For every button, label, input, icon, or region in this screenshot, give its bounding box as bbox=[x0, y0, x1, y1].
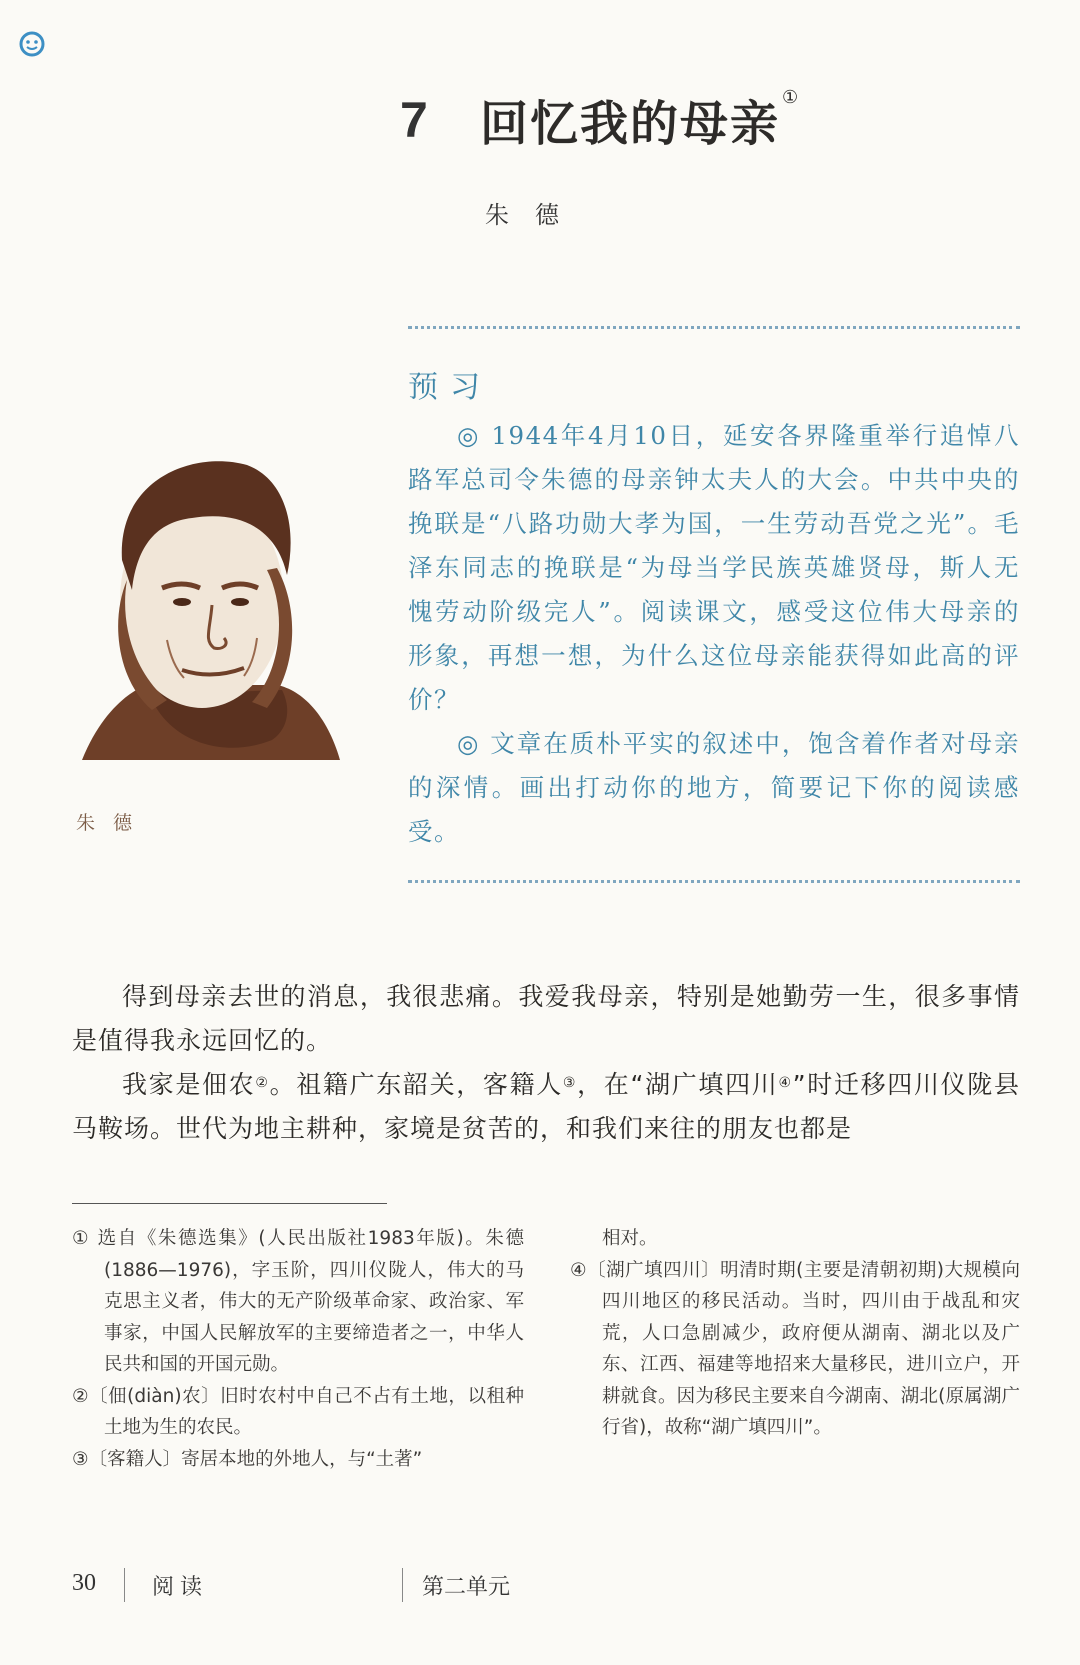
footnote-divider bbox=[72, 1203, 387, 1204]
body-p2-segment-c: ，在“湖广填四川 bbox=[577, 1070, 779, 1099]
footnotes-right-column bbox=[570, 1223, 1020, 1444]
page-title bbox=[480, 85, 800, 154]
body-paragraph-1: 得到母亲去世的消息，我很悲痛。我爱我母亲，特别是她勤劳一生，很多事情是值得我永远回忆的。 bbox=[72, 982, 1020, 1055]
footnote-2: ②〔佃(diàn)农〕旧时农村中自己不占有土地，以租种土地为生的农民。 bbox=[72, 1385, 524, 1438]
section-name: 阅读 bbox=[152, 1575, 209, 1600]
preview-box bbox=[408, 362, 1020, 854]
footnote-1: ① 选自《朱德选集》(人民出版社1983年版)。朱德(1886—1976)，字玉阶，四川仪陇人，伟大的马克思主义者，伟大的无产阶级革命家、政治家、军事家，中国人民解放军的主要缔造者之一，中华人民共和国的开国元勋。 bbox=[72, 1228, 524, 1375]
note-mark-4: ④ bbox=[778, 1075, 793, 1091]
preview-top-divider bbox=[408, 326, 1020, 329]
body-paragraph-2 bbox=[72, 1063, 1020, 1151]
lesson-number: 7 bbox=[400, 92, 428, 148]
lesson-title-row bbox=[400, 85, 1040, 154]
body-p2-segment-d: ”时迁移四川仪陇县马鞍场。世代为地主耕种，家境是贫苦的，和我们来往的朋友也都是 bbox=[72, 1070, 1020, 1143]
title-text: 回忆我的母亲 bbox=[480, 96, 781, 152]
footer-separator bbox=[124, 1568, 125, 1602]
page-number: 30 bbox=[72, 1570, 96, 1596]
preview-paragraph-2: ◎ 文章在质朴平实的叙述中，饱含着作者对母亲的深情。画出打动你的地方，简要记下你的阅读感受。 bbox=[408, 729, 1020, 846]
smiley-face-icon bbox=[18, 30, 46, 58]
main-text bbox=[72, 975, 1020, 1151]
preview-heading: 预习 bbox=[408, 370, 492, 405]
note-mark-3: ③ bbox=[562, 1075, 578, 1091]
author-name: 朱德 bbox=[485, 201, 585, 229]
page-footer bbox=[72, 1570, 1040, 1610]
note-mark-2: ② bbox=[255, 1075, 270, 1091]
preview-paragraph-1: ◎ 1944年4月10日，延安各界隆重举行追悼八路军总司令朱德的母亲钟太夫人的大会。中共中央的挽联是“八路功勋大孝为国，一生劳动吾党之光”。毛泽东同志的挽联是“为母当学民族英雄贤母，斯人无愧劳动阶级完人”。阅读课文，感受这位伟大母亲的形象，再想一想，为什么这位母亲能获得如此高的评价？ bbox=[408, 421, 1020, 714]
footnotes-left-column bbox=[72, 1223, 524, 1475]
footnote-3-continued: 相对。 bbox=[602, 1228, 658, 1249]
portrait-illustration bbox=[72, 440, 347, 780]
preview-bottom-divider bbox=[408, 880, 1020, 883]
footer-separator bbox=[402, 1568, 403, 1602]
title-note-mark: ① bbox=[782, 87, 801, 108]
footnote-4: ④〔湖广填四川〕明清时期(主要是清朝初期)大规模向四川地区的移民活动。当时，四川由于战乱和灾荒，人口急剧减少，政府便从湖南、湖北以及广东、江西、福建等地招来大量移民，进川立户，开耕就食。因为移民主要来自今湖南、湖北(原属湖广行省)，故称“湖广填四川”。 bbox=[570, 1259, 1020, 1438]
body-p2-segment-b: 。祖籍广东韶关，客籍人 bbox=[269, 1070, 563, 1099]
unit-name: 第二单元 bbox=[422, 1575, 511, 1600]
footnote-3: ③〔客籍人〕寄居本地的外地人，与“土著” bbox=[72, 1448, 423, 1470]
body-p2-segment-a: 我家是佃农 bbox=[122, 1070, 256, 1099]
portrait-caption: 朱德 bbox=[76, 812, 151, 834]
